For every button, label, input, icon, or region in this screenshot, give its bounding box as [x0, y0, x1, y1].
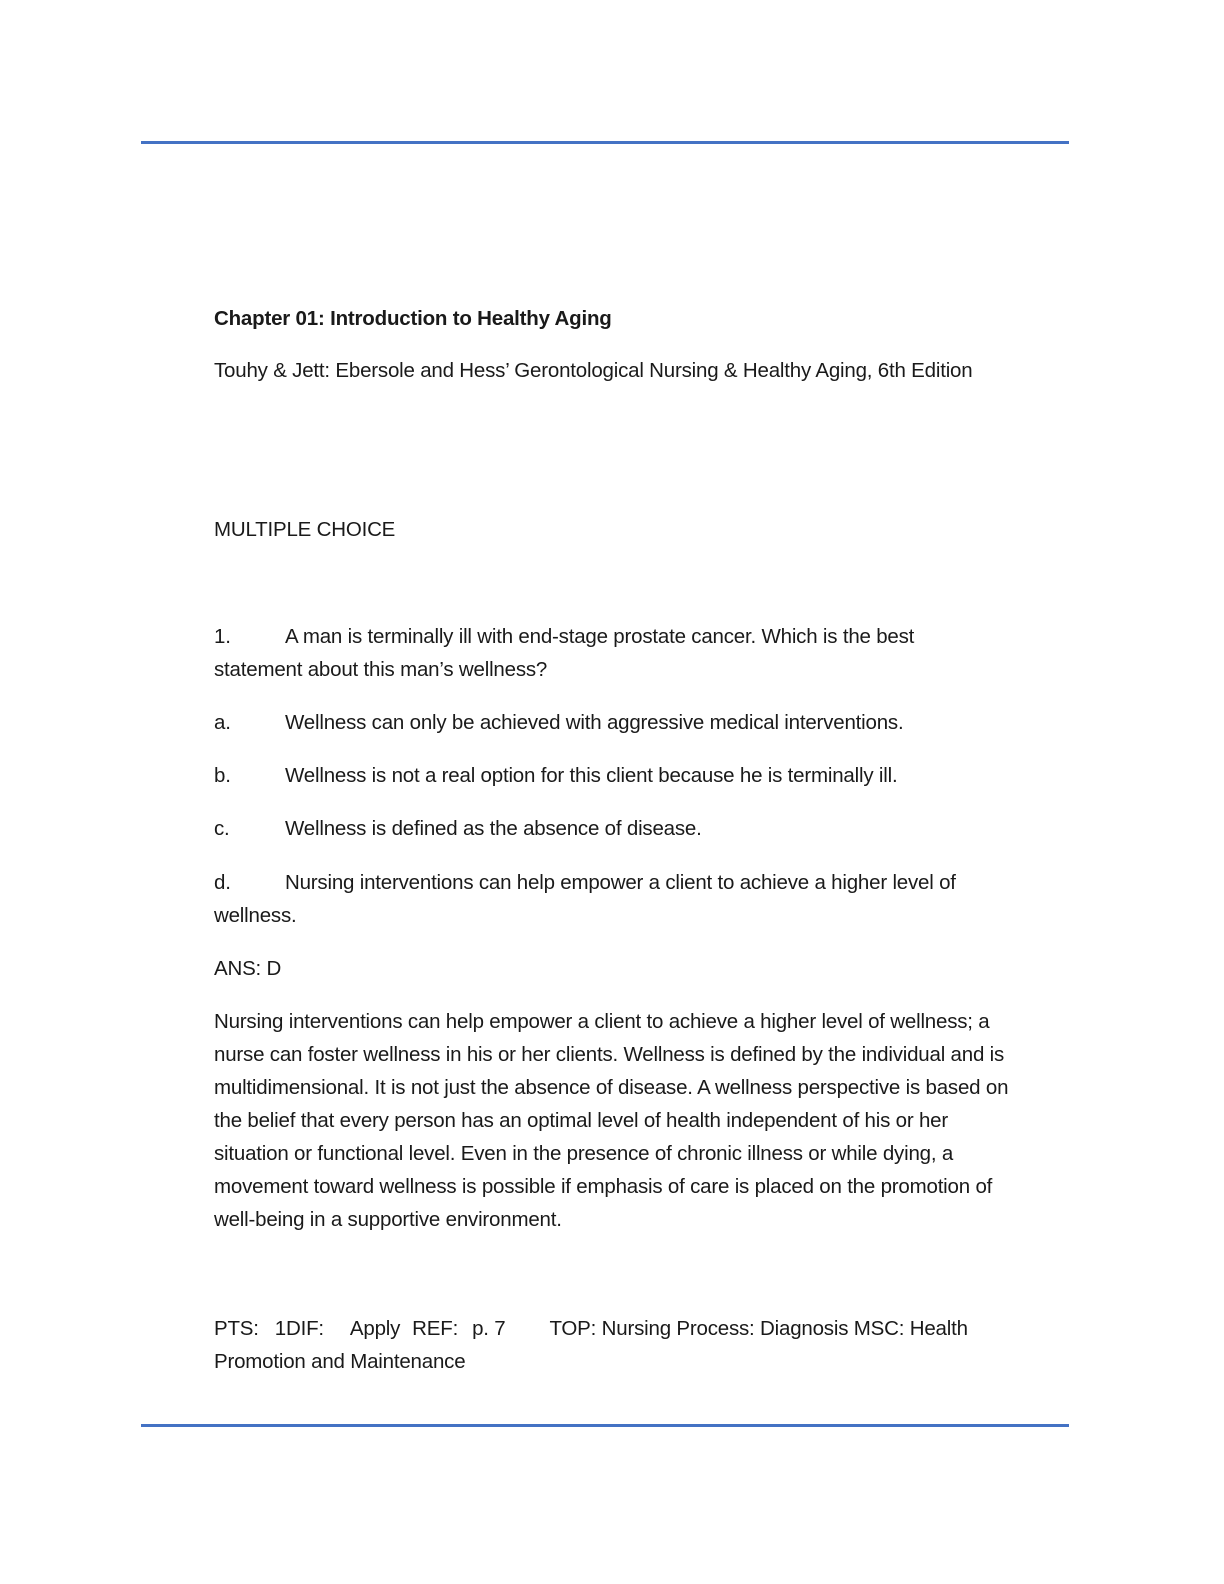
option-text: Nursing interventions can help empower a client to achieve a higher level of [285, 871, 956, 894]
question-number: 1. [214, 625, 231, 648]
dif-label: DIF: [285, 1317, 324, 1340]
pts-value: 1 [274, 1317, 286, 1340]
question-stem [214, 620, 1074, 686]
section-heading: MULTIPLE CHOICE [214, 518, 396, 541]
msc-value-continued: Promotion and Maintenance [214, 1350, 466, 1373]
rationale-line: Nursing interventions can help empower a client to achieve a higher level of wellness; a [214, 1010, 990, 1033]
option-a [214, 706, 1074, 739]
option-d [214, 866, 1074, 932]
rationale-line: well-being in a supportive environment. [214, 1208, 562, 1231]
rationale-line: multidimensional. It is not just the absence of disease. A wellness perspective is based on [214, 1076, 1009, 1099]
top-label: TOP: [549, 1317, 597, 1340]
rationale-line: situation or functional level. Even in the presence of chronic illness or while dying, a [214, 1142, 954, 1165]
option-label: b. [214, 764, 231, 787]
option-c [214, 812, 1074, 845]
option-text: Wellness is not a real option for this client because he is terminally ill. [285, 764, 898, 787]
rationale [214, 1005, 1074, 1236]
option-label: a. [214, 711, 231, 734]
pts-label: PTS: [214, 1317, 259, 1340]
book-reference: Touhy & Jett: Ebersole and Hess’ Gerontological Nursing & Healthy Aging, 6th Edition [214, 359, 973, 382]
rationale-line: the belief that every person has an optimal level of health independent of his or her [214, 1109, 949, 1132]
option-text-continued: wellness. [214, 904, 297, 927]
option-label: d. [214, 871, 231, 894]
msc-value: Health [909, 1317, 968, 1340]
option-label: c. [214, 817, 230, 840]
answer-key: ANS: D [214, 957, 282, 980]
option-b [214, 759, 1074, 792]
question-metadata [214, 1312, 1074, 1378]
question-stem-line2: statement about this man’s wellness? [214, 658, 548, 681]
header-rule [141, 141, 1069, 144]
footer-rule [141, 1424, 1069, 1427]
question-stem-text: A man is terminally ill with end-stage prostate cancer. Which is the best [285, 625, 915, 648]
option-text: Wellness is defined as the absence of disease. [285, 817, 702, 840]
rationale-line: nurse can foster wellness in his or her clients. Wellness is defined by the individual and is [214, 1043, 1005, 1066]
ref-label: REF: [412, 1317, 459, 1340]
chapter-title: Chapter 01: Introduction to Healthy Aging [214, 307, 612, 330]
ref-value: p. 7 [472, 1317, 506, 1340]
rationale-line: movement toward wellness is possible if emphasis of care is placed on the promotion of [214, 1175, 993, 1198]
msc-label: MSC: [853, 1317, 905, 1340]
top-value: Nursing Process: Diagnosis [601, 1317, 849, 1340]
dif-value: Apply [349, 1317, 401, 1340]
option-text: Wellness can only be achieved with aggressive medical interventions. [285, 711, 904, 734]
question-stem-line1 [214, 620, 1074, 653]
